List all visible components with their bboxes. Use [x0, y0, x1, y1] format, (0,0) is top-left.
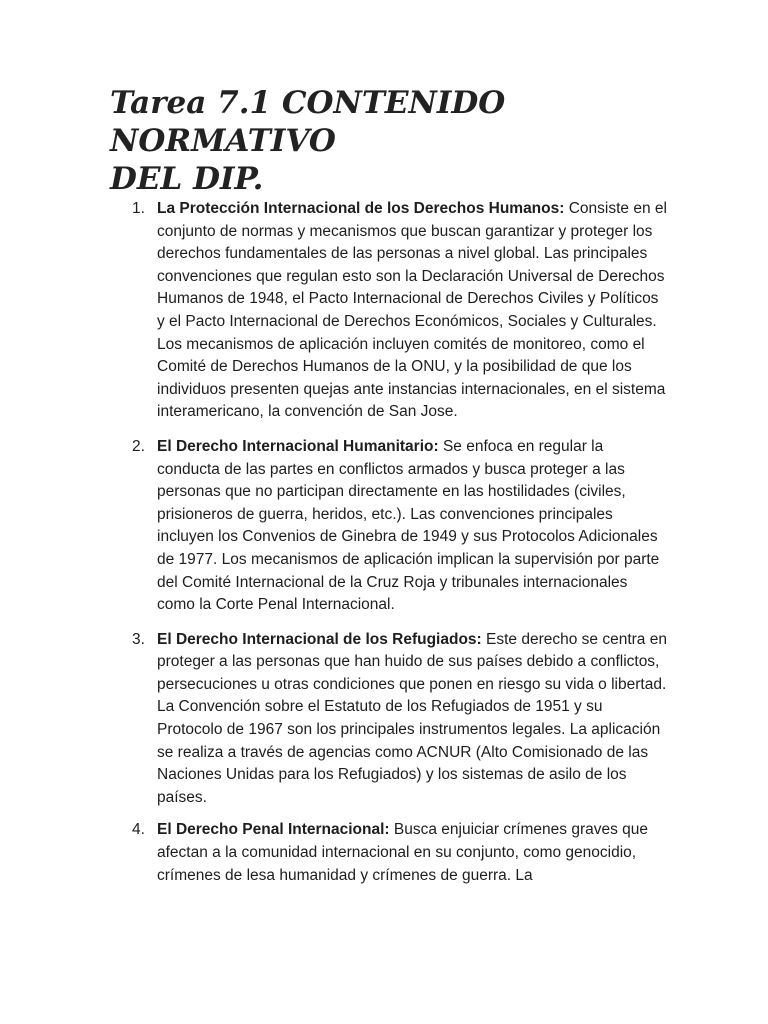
title-line-2: DEL DIP.	[110, 161, 264, 197]
title-line-1: Tarea 7.1 CONTENIDO NORMATIVO	[110, 85, 506, 159]
item-text: Consiste en el conjunto de normas y mecanismos que buscan garantizar y proteger los derechos fundamentales de las personas a nivel global. Las principales convenciones que regulan esto son la Declaración Universal de Derechos Humanos de 1948, el Pacto Internacional de Derechos Civiles y Políticos y el Pacto Internacional de Derechos Económicos, Sociales y Culturales. Los mecanismos de aplicación incluyen comités de monitoreo, como el Comité de Derechos Humanos de la ONU, y la posibilidad de que los individuos presenten quejas ante instancias internacionales, en el sistema interamericano, la convención de San Jose.	[157, 200, 667, 421]
item-number: 3.	[132, 630, 145, 648]
page-title	[110, 84, 670, 198]
item-term: El Derecho Penal Internacional:	[157, 821, 390, 839]
item-term: La Protección Internacional de los Derechos Humanos:	[157, 200, 565, 217]
item-number: 1.	[132, 200, 145, 217]
item-term: El Derecho Internacional de los Refugiados:	[157, 630, 482, 648]
item-term: El Derecho Internacional Humanitario:	[157, 437, 439, 455]
list-item-4	[0, 819, 667, 887]
list-item-1	[0, 198, 667, 424]
list-item-3	[0, 629, 667, 810]
item-text: Busca enjuiciar crímenes graves que afectan a la comunidad internacional en su conjunto, como genocidio, crímenes de lesa humanidad y crímenes de guerra. La	[157, 821, 649, 884]
item-text: Se enfoca en regular la conducta de las partes en conflictos armados y busca proteger a las personas que no participan directamente en las hostilidades (civiles, prisioneros de guerra, heridos, etc.). Las convenciones principales incluyen los Convenios de Ginebra de 1949 y sus Protocolos Adicionales de 1977. Los mecanismos de aplicación implican la supervisión por parte del Comité Internacional de la Cruz Roja y tribunales internacionales como la Corte Penal Internacional.	[157, 437, 660, 614]
list-item-2	[0, 436, 667, 617]
item-number: 2.	[132, 437, 145, 455]
numbered-list	[0, 198, 768, 899]
item-text: Este derecho se centra en proteger a las personas que han huido de sus países debido a conflictos, persecuciones u otras condiciones que ponen en riesgo su vida o libertad. La Convención sobre el Estatuto de los Refugiados de 1951 y su Protocolo de 1967 son los principales instrumentos legales. La aplicación se realiza a través de agencias como ACNUR (Alto Comisionado de las Naciones Unidas para los Refugiados) y los sistemas de asilo de los países.	[157, 630, 667, 806]
item-number: 4.	[132, 821, 145, 839]
